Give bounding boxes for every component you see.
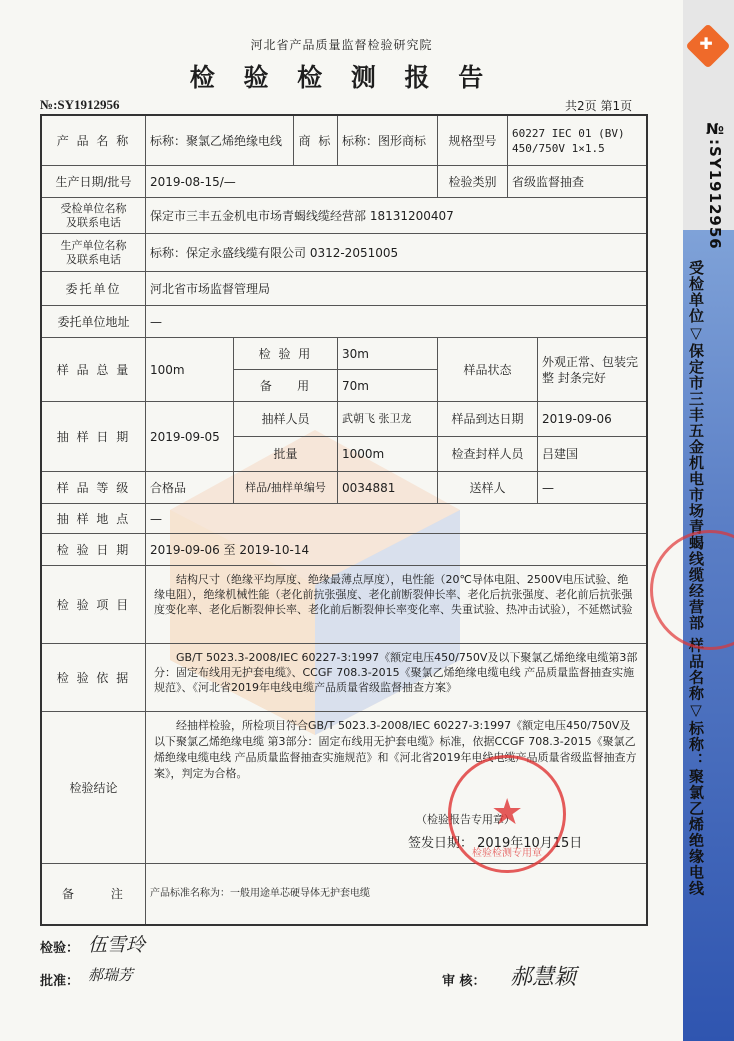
backup-value: 70m [338, 370, 438, 402]
seal-person-value: 吕建国 [538, 437, 646, 472]
product-name-value: 标称：聚氯乙烯绝缘电线 [146, 116, 294, 166]
report-number: №:SY1912956 [40, 97, 120, 112]
test-items-label: 检 验 项 目 [42, 566, 146, 644]
inspection-type-value: 省级监督抽查 [508, 166, 646, 198]
test-basis-value: GB/T 5023.3-2008/IEC 60227-3:1997《额定电压450/750V及以下聚氯乙烯绝缘电缆第3部分：固定布线用无护套电缆》、CCGF 708.3-2015《聚氯乙烯绝缘电缆电线 产品质量监督抽查实施规范》、《河北省2019年电线电缆产品质量省级监督抽查方案》 [146, 644, 646, 712]
arrival-date-value: 2019-09-06 [538, 402, 646, 437]
sampling-date-label: 抽 样 日 期 [42, 402, 146, 472]
side-summary: 受检单位▽保定市三丰五金机电市场青蝎线缆经营部 样品名称▽标称：聚氯乙烯绝缘电线 [687, 260, 705, 897]
remarks-label: 备 注 [42, 864, 146, 924]
production-date-label: 生产日期/批号 [42, 166, 146, 198]
tester-label: 检验： [40, 941, 80, 956]
seal-person-label: 检查封样人员 [438, 437, 538, 472]
stamp-star-icon: ★ [491, 792, 524, 833]
issue-date: 签发日期： 2019年10月15日 [408, 836, 583, 851]
batch-label: 批量 [234, 437, 338, 472]
trademark-label: 商 标 [294, 116, 338, 166]
entrust-unit-label: 委托单位 [42, 272, 146, 306]
conclusion-text: 经抽样检验，所检项目符合GB/T 5023.3-2008/IEC 60227-3:1997《额定电压450/750V及以下聚氯乙烯绝缘电缆 第3部分：固定布线用无护套电缆》标准，依据CCGF 708.3-2015《聚氯乙烯绝缘电缆电线 产品质量监督抽查实施规范》和《河北省2019年电线电缆产品质量省级监督抽查方案》，判定为合格。 [154, 719, 637, 780]
reviewer-label: 审 核： [442, 974, 486, 989]
sample-grade-label: 样 品 等 级 [42, 472, 146, 504]
remarks-value: 产品标准名称为：一般用途单芯硬导体无护套电缆 [150, 888, 370, 899]
trademark-value: 标称：图形商标 [338, 116, 438, 166]
side-report-number: №:SY1912956 [706, 120, 724, 250]
sample-no-value: 0034881 [338, 472, 438, 504]
inspected-unit-value: 保定市三丰五金机电市场青蝎线缆经营部 18131200407 [146, 198, 646, 234]
batch-value: 1000m [338, 437, 438, 472]
conclusion-note: （检验报告专用章） [416, 813, 515, 826]
sample-total-value: 100m [146, 338, 234, 402]
tester-signature: 伍雪玲 [88, 934, 146, 956]
sample-grade-value: 合格品 [146, 472, 234, 504]
for-test-label: 检 验 用 [234, 338, 338, 370]
sample-state-value: 外观正常、包装完整 封条完好 [538, 338, 646, 402]
sampling-place-label: 抽 样 地 点 [42, 504, 146, 534]
sample-state-label: 样品状态 [438, 338, 538, 402]
test-basis-label: 检 验 依 据 [42, 644, 146, 712]
inspected-unit-label: 受检单位名称 及联系电话 [42, 198, 146, 234]
sampler-label: 抽样人员 [234, 402, 338, 437]
institute-logo-icon: ✚ [685, 23, 730, 68]
model-value: 60227 IEC 01 (BV) 450/750V 1×1.5 [508, 116, 646, 166]
entrust-address-value: — [146, 306, 646, 338]
producer-label: 生产单位名称 及联系电话 [42, 234, 146, 272]
report-table [40, 114, 648, 926]
sample-no-label: 样品/抽样单编号 [234, 472, 338, 504]
sampling-date-value: 2019-09-05 [146, 402, 234, 472]
arrival-date-label: 样品到达日期 [438, 402, 538, 437]
conclusion-label: 检验结论 [42, 712, 146, 864]
institute-name: 河北省产品质量监督检验研究院 [250, 38, 433, 52]
test-date-label: 检 验 日 期 [42, 534, 146, 566]
conclusion-cell [146, 712, 646, 864]
production-date-value: 2019-08-15/— [146, 166, 438, 198]
test-items-value: 结构尺寸（绝缘平均厚度、绝缘最薄点厚度），电性能（20℃导体电阻、2500V电压试验、绝缘电阻），绝缘机械性能（老化前抗张强度、老化前断裂伸长率、老化后抗张强度、老化前后抗张强度变化率、老化后断裂伸长率、老化前后断裂伸长率变化率、失重试验、热冲击试验），不延燃试验 [146, 566, 646, 644]
sender-label: 送样人 [438, 472, 538, 504]
producer-value: 标称：保定永盛线缆有限公司 0312-2051005 [146, 234, 646, 272]
approver-label: 批准： [40, 974, 80, 989]
approver-signature: 郝瑞芳 [88, 966, 134, 984]
product-name-label: 产 品 名 称 [42, 116, 146, 166]
report-title: 检 验 检 测 报 告 [189, 63, 494, 92]
page-count: 共2页 第1页 [565, 99, 633, 113]
sampling-place-value: — [146, 504, 646, 534]
sampler-value: 武朝飞 张卫龙 [338, 402, 438, 437]
reviewer-signature: 郝慧颖 [510, 965, 577, 990]
sample-total-label: 样 品 总 量 [42, 338, 146, 402]
inspection-type-label: 检验类别 [438, 166, 508, 198]
sender-value: — [538, 472, 646, 504]
entrust-unit-value: 河北省市场监督管理局 [146, 272, 646, 306]
stamp-text: 检验检测专用章 [472, 848, 542, 859]
test-date-value: 2019-09-06 至 2019-10-14 [146, 534, 646, 566]
model-label: 规格型号 [438, 116, 508, 166]
backup-label: 备 用 [234, 370, 338, 402]
for-test-value: 30m [338, 338, 438, 370]
entrust-address-label: 委托单位地址 [42, 306, 146, 338]
